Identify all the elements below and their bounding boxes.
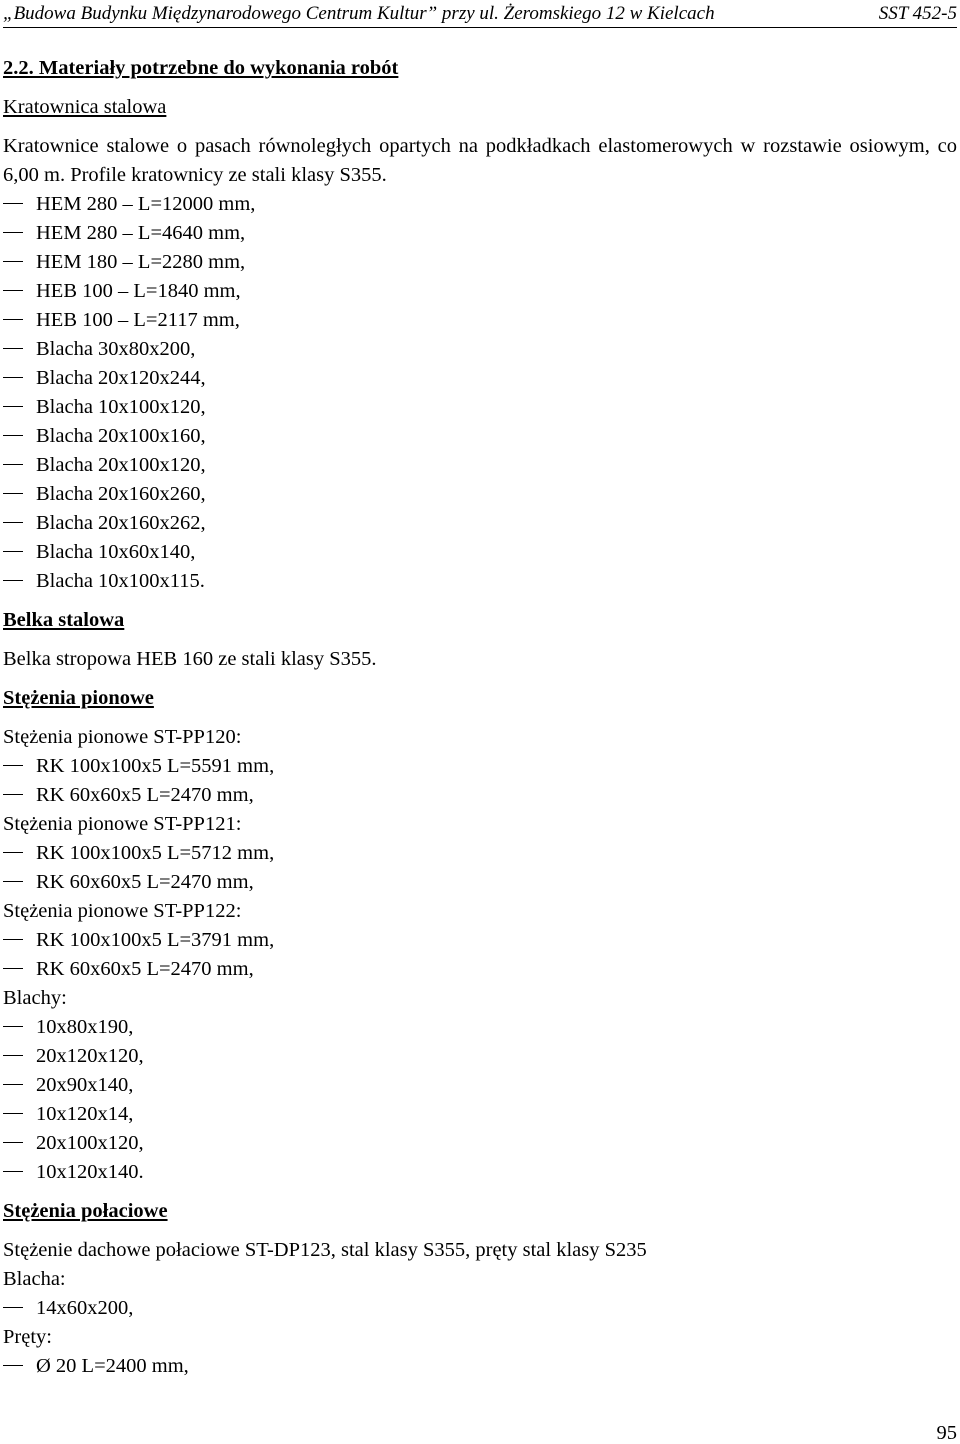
- group-list-st-pp122: [3, 926, 957, 984]
- subheading-stezenia-pionowe: Stężenia pionowe: [3, 687, 154, 709]
- list-item: [3, 1294, 957, 1323]
- prety-list: [3, 1352, 957, 1381]
- group-label-st-pp121: Stężenia pionowe ST-PP121:: [3, 813, 242, 835]
- list-item: [3, 1071, 957, 1100]
- page-number: 95: [936, 1422, 957, 1444]
- dash-bullet-icon: [3, 1055, 23, 1056]
- dash-bullet-icon: [3, 1113, 23, 1114]
- dash-bullet-icon: [3, 261, 23, 262]
- section-heading: 2.2. Materiały potrzebne do wykonania robót: [3, 57, 399, 79]
- list-item: [3, 955, 957, 984]
- list-item-text: 14x60x200,: [36, 1297, 134, 1319]
- dash-bullet-icon: [3, 232, 23, 233]
- list-item: [3, 752, 957, 781]
- list-item-text: RK 100x100x5 L=3791 mm,: [36, 929, 275, 951]
- list-item-text: Blacha 20x100x160,: [36, 425, 206, 447]
- dash-bullet-icon: [3, 968, 23, 969]
- dash-bullet-icon: [3, 522, 23, 523]
- list-item: [3, 1013, 957, 1042]
- prety-label: Pręty:: [3, 1326, 52, 1348]
- blacha-label: Blacha:: [3, 1268, 66, 1290]
- dash-bullet-icon: [3, 1026, 23, 1027]
- list-item: [3, 277, 957, 306]
- dash-bullet-icon: [3, 852, 23, 853]
- list-item: [3, 839, 957, 868]
- list-item: [3, 509, 957, 538]
- dash-bullet-icon: [3, 406, 23, 407]
- document-content: [3, 54, 957, 1381]
- list-item-text: RK 60x60x5 L=2470 mm,: [36, 958, 254, 980]
- list-item-text: Blacha 20x100x120,: [36, 454, 206, 476]
- list-item-text: 20x100x120,: [36, 1132, 144, 1154]
- list-item: [3, 335, 957, 364]
- list-item-text: Blacha 10x100x115.: [36, 570, 205, 592]
- blacha-list: [3, 1294, 957, 1323]
- dash-bullet-icon: [3, 493, 23, 494]
- dash-bullet-icon: [3, 1171, 23, 1172]
- list-item-text: RK 100x100x5 L=5712 mm,: [36, 842, 275, 864]
- group-list-st-pp120: [3, 752, 957, 810]
- list-item-text: HEM 280 – L=12000 mm,: [36, 193, 256, 215]
- list-item: [3, 480, 957, 509]
- group-label-st-pp120: Stężenia pionowe ST-PP120:: [3, 726, 242, 748]
- subheading-kratownica: Kratownica stalowa: [3, 96, 167, 118]
- dash-bullet-icon: [3, 435, 23, 436]
- dash-bullet-icon: [3, 203, 23, 204]
- dash-bullet-icon: [3, 1307, 23, 1308]
- list-item-text: Blacha 20x160x262,: [36, 512, 206, 534]
- list-item: [3, 306, 957, 335]
- list-item-text: Blacha 20x120x244,: [36, 367, 206, 389]
- belka-text: Belka stropowa HEB 160 ze stali klasy S355.: [3, 648, 377, 670]
- group-list-blachy: [3, 1013, 957, 1187]
- list-item-text: HEM 180 – L=2280 mm,: [36, 251, 246, 273]
- subheading-stezenia-polaciowe: Stężenia połaciowe: [3, 1200, 168, 1222]
- kratownica-paragraph: Kratownice stalowe o pasach równoległych opartych na podkładkach elastomerowych w rozstawie osiowym, co 6,00 m. Profile kratownicy ze stali klasy S355.: [3, 135, 957, 186]
- dash-bullet-icon: [3, 794, 23, 795]
- dash-bullet-icon: [3, 290, 23, 291]
- list-item-text: RK 60x60x5 L=2470 mm,: [36, 871, 254, 893]
- list-item: [3, 567, 957, 596]
- list-item-text: Blacha 10x60x140,: [36, 541, 196, 563]
- list-item-text: 20x120x120,: [36, 1045, 144, 1067]
- list-item-text: 10x120x140.: [36, 1161, 144, 1183]
- list-item: [3, 364, 957, 393]
- header-title: „Budowa Budynku Międzynarodowego Centrum Kultur” przy ul. Żeromskiego 12 w Kielcach: [3, 3, 715, 24]
- list-item: [3, 248, 957, 277]
- kratownica-list: [3, 190, 957, 596]
- list-item: [3, 1129, 957, 1158]
- subheading-belka: Belka stalowa: [3, 609, 125, 631]
- list-item: [3, 538, 957, 567]
- list-item: [3, 1158, 957, 1187]
- dash-bullet-icon: [3, 1084, 23, 1085]
- dash-bullet-icon: [3, 881, 23, 882]
- dash-bullet-icon: [3, 348, 23, 349]
- dash-bullet-icon: [3, 1142, 23, 1143]
- list-item-text: RK 60x60x5 L=2470 mm,: [36, 784, 254, 806]
- list-item: [3, 451, 957, 480]
- list-item-text: HEM 280 – L=4640 mm,: [36, 222, 246, 244]
- dash-bullet-icon: [3, 765, 23, 766]
- list-item-text: Blacha 30x80x200,: [36, 338, 196, 360]
- list-item-text: HEB 100 – L=2117 mm,: [36, 309, 240, 331]
- list-item-text: HEB 100 – L=1840 mm,: [36, 280, 241, 302]
- group-label-blachy: Blachy:: [3, 987, 67, 1009]
- list-item: [3, 1100, 957, 1129]
- list-item-text: RK 100x100x5 L=5591 mm,: [36, 755, 275, 777]
- group-label-st-pp122: Stężenia pionowe ST-PP122:: [3, 900, 242, 922]
- dash-bullet-icon: [3, 319, 23, 320]
- dash-bullet-icon: [3, 580, 23, 581]
- dash-bullet-icon: [3, 464, 23, 465]
- list-item: [3, 190, 957, 219]
- dash-bullet-icon: [3, 939, 23, 940]
- list-item-text: Ø 20 L=2400 mm,: [36, 1355, 189, 1377]
- dash-bullet-icon: [3, 551, 23, 552]
- polaciowe-text: Stężenie dachowe połaciowe ST-DP123, stal klasy S355, pręty stal klasy S235: [3, 1239, 647, 1261]
- list-item-text: Blacha 10x100x120,: [36, 396, 206, 418]
- dash-bullet-icon: [3, 377, 23, 378]
- list-item: [3, 219, 957, 248]
- list-item-text: 10x120x14,: [36, 1103, 134, 1125]
- group-list-st-pp121: [3, 839, 957, 897]
- dash-bullet-icon: [3, 1365, 23, 1366]
- header-spec-code: SST 452-5: [878, 3, 957, 24]
- list-item: [3, 1042, 957, 1071]
- list-item: [3, 781, 957, 810]
- list-item: [3, 868, 957, 897]
- page-header: [3, 3, 957, 28]
- list-item: [3, 926, 957, 955]
- list-item-text: 20x90x140,: [36, 1074, 134, 1096]
- list-item: [3, 393, 957, 422]
- list-item: [3, 422, 957, 451]
- list-item: [3, 1352, 957, 1381]
- list-item-text: 10x80x190,: [36, 1016, 134, 1038]
- list-item-text: Blacha 20x160x260,: [36, 483, 206, 505]
